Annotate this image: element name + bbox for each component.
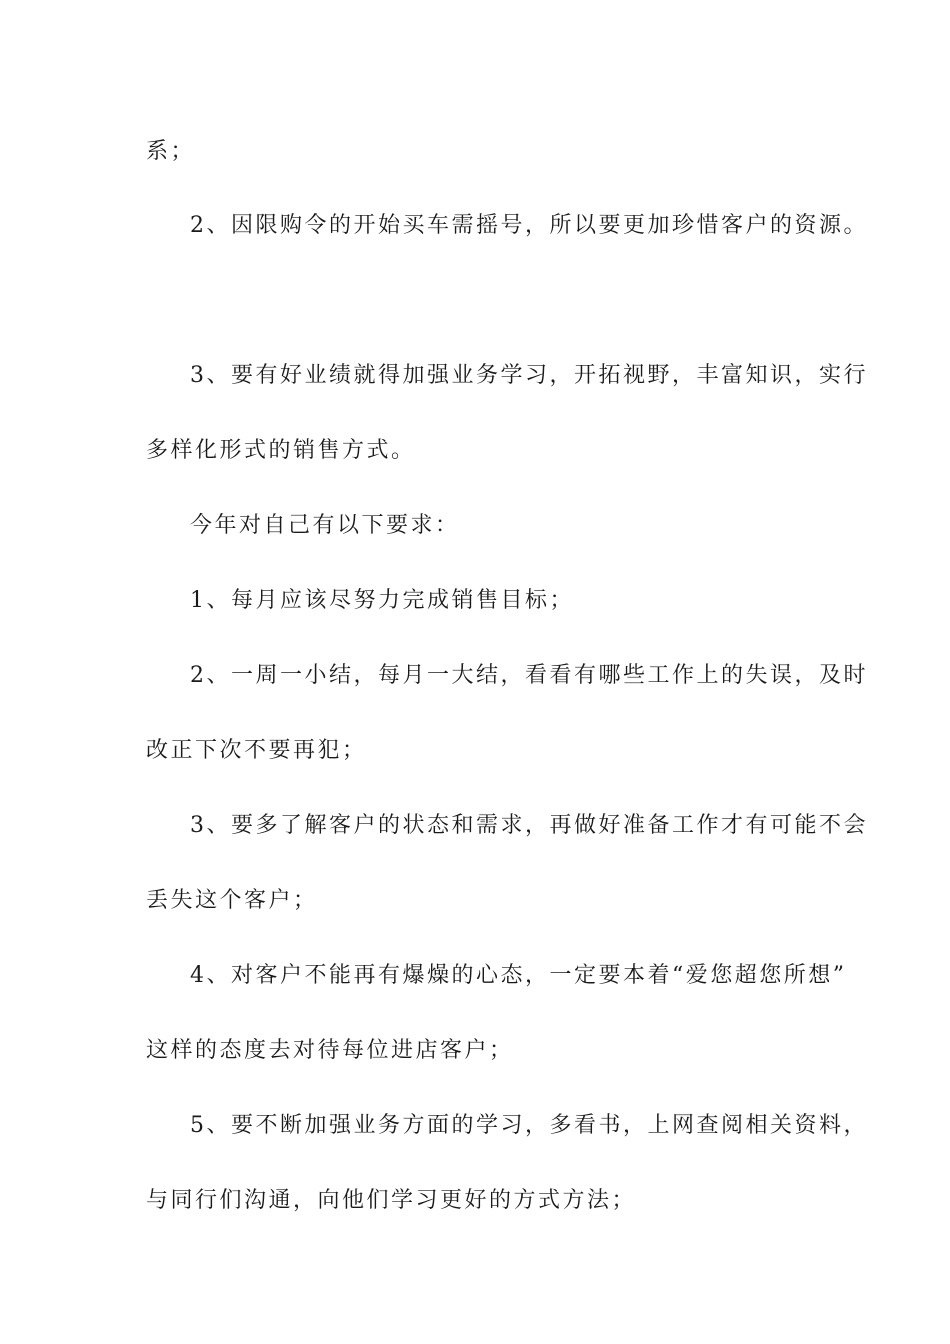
paragraph-line: 今年对自己有以下要求：: [190, 513, 460, 538]
paragraph-line: 1、每月应该尽努力完成销售目标；: [190, 588, 574, 613]
paragraph-line: 改正下次不要再犯；: [146, 738, 367, 763]
paragraph-line: 这样的态度去对待每位进店客户；: [146, 1038, 514, 1063]
paragraph-line: 3、要多了解客户的状态和需求，再做好准备工作才有可能不会: [190, 813, 868, 838]
paragraph-line: 4、对客户不能再有爆燥的心态，一定要本着“爱您超您所想”: [190, 963, 847, 988]
paragraph-line: 丢失这个客户；: [146, 888, 318, 913]
paragraph-line: 系；: [146, 139, 196, 164]
paragraph-line: 2、一周一小结，每月一大结，看看有哪些工作上的失误，及时: [190, 663, 868, 688]
paragraph-line: 与同行们沟通，向他们学习更好的方式方法；: [146, 1188, 637, 1213]
paragraph-line: 3、要有好业绩就得加强业务学习，开拓视野，丰富知识，实行: [190, 363, 868, 388]
paragraph-line: 5、要不断加强业务方面的学习，多看书，上网查阅相关资料，: [190, 1113, 868, 1138]
paragraph-line: 多样化形式的销售方式。: [146, 438, 416, 463]
paragraph-line: 2、因限购令的开始买车需摇号，所以要更加珍惜客户的资源。: [190, 213, 868, 238]
